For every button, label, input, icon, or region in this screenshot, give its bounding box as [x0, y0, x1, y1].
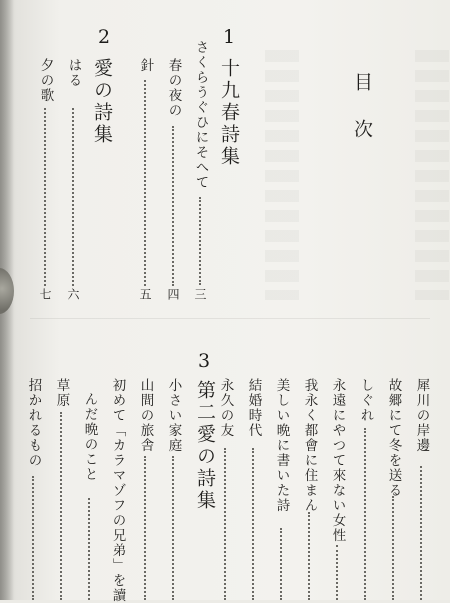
section-number: 2	[98, 26, 111, 48]
section-number: 3	[198, 350, 211, 372]
toc-entry[interactable]: んだ晩のこと	[81, 392, 98, 482]
leader-dots	[336, 545, 338, 600]
section-number: 1	[223, 26, 236, 48]
leader-dots	[44, 108, 46, 286]
leader-dots	[172, 126, 174, 286]
bleed-through-shadow	[265, 50, 299, 300]
toc-entry[interactable]: さくらうぐひにそへて	[192, 40, 209, 190]
section-title: 第二愛の詩集	[194, 380, 216, 512]
toc-entry[interactable]: 初めて「カラマゾフの兄弟」を讀	[109, 378, 126, 603]
leader-dots	[392, 496, 394, 600]
toc-entry[interactable]: 小さい家庭	[165, 378, 182, 453]
page-number: 六	[66, 288, 80, 301]
toc-entry[interactable]: 永久の友	[217, 378, 234, 438]
toc-entry[interactable]: 我永く都會に住まん	[301, 378, 318, 513]
toc-entry[interactable]: 春の夜の	[165, 58, 182, 118]
leader-dots	[60, 412, 62, 600]
toc-entry[interactable]: 招かれるもの	[25, 378, 42, 468]
toc-heading: 目次	[351, 72, 373, 166]
leader-dots	[280, 528, 282, 600]
page-number: 四	[166, 288, 180, 301]
leader-dots	[252, 448, 254, 600]
leader-dots	[172, 456, 174, 600]
toc-entry[interactable]: 永遠にやつて來ない女性	[329, 378, 346, 543]
leader-dots	[72, 108, 74, 286]
toc-entry[interactable]: 針	[137, 58, 154, 73]
leader-dots	[144, 80, 146, 286]
leader-dots	[224, 448, 226, 600]
toc-entry[interactable]: 夕の歌	[37, 58, 54, 103]
toc-entry[interactable]: はる	[65, 58, 82, 88]
leader-dots	[364, 428, 366, 600]
bleed-through-shadow	[415, 50, 449, 300]
page-number: 七	[38, 288, 52, 301]
leader-dots	[199, 197, 201, 285]
toc-entry[interactable]: 山間の旅舎	[137, 378, 154, 453]
leader-dots	[420, 466, 422, 600]
leader-dots	[88, 498, 90, 600]
leader-dots	[308, 512, 310, 600]
page-number: 五	[138, 288, 152, 301]
section-title: 十九春詩集	[218, 58, 240, 168]
toc-entry[interactable]: 故郷にて冬を送る	[385, 378, 402, 498]
section-title: 愛の詩集	[91, 58, 113, 146]
leader-dots	[32, 476, 34, 600]
page-divider	[30, 318, 430, 319]
toc-entry[interactable]: 結婚時代	[245, 378, 262, 438]
toc-entry[interactable]: 草原	[53, 378, 70, 408]
page-number: 三	[193, 288, 207, 301]
toc-entry[interactable]: 美しい晩に書いた詩	[273, 378, 290, 513]
toc-entry[interactable]: しぐれ	[357, 378, 374, 423]
leader-dots	[144, 456, 146, 600]
toc-entry[interactable]: 犀川の岸邊	[413, 378, 430, 453]
